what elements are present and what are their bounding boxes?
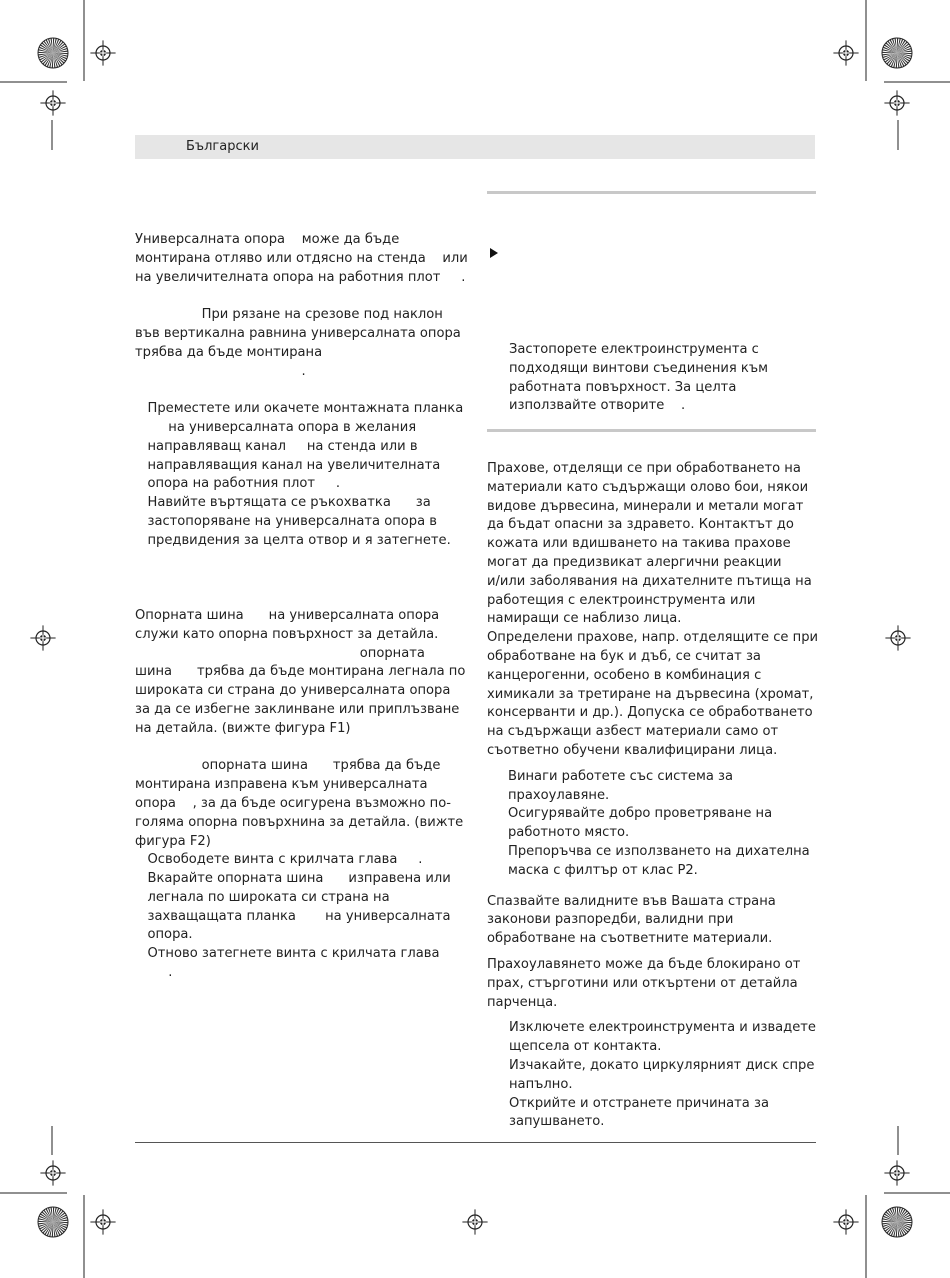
text-line: прах, стърготини или откъртени от детайла <box>487 975 798 991</box>
text-line: Опорната шина на универсалната опора <box>135 607 440 623</box>
text-line: видове дървесина, минерали и метали могат <box>487 498 804 514</box>
crosshair-target-icon <box>40 90 65 115</box>
text-line: опорната шина трябва да бъде <box>135 758 441 774</box>
text-line <box>135 588 465 607</box>
crosshair-target-icon <box>40 1160 65 1185</box>
text-line: химикали за третиране на дървесина (хромат, <box>487 686 814 702</box>
text-line: маска с филтър от клас P2. <box>508 862 698 878</box>
crosshair-target-icon <box>885 625 910 650</box>
dust-section <box>487 460 817 1132</box>
text-line: опора на работния плот . <box>135 476 341 492</box>
section-rule-top <box>487 191 816 194</box>
text-line: застопоряване на универсалната опора в <box>135 513 438 529</box>
text-line: намиращи се наблизо лица. <box>487 611 682 627</box>
text-line: Определени прахове, напр. отделящите се при <box>487 630 819 646</box>
text-line: голяма опорна повърхнина за детайла. (вижте <box>135 814 464 830</box>
left-column <box>135 231 468 983</box>
section-rule-middle <box>487 429 816 432</box>
text-line: напълно. <box>509 1076 573 1092</box>
text-line: запушването. <box>509 1114 605 1130</box>
crosshair-target-icon <box>462 1209 487 1234</box>
text-line: опора , за да бъде осигурена възможно по- <box>135 795 451 811</box>
text-line <box>135 551 465 570</box>
star-target-icon <box>38 1207 68 1237</box>
text-line: монтирана отляво или отдясно на стенда или <box>135 250 468 266</box>
text-line: Освободете винта с крилчата глава . <box>135 852 423 868</box>
text-line: във вертикална равнина универсалната опора <box>135 325 461 341</box>
text-line: на увеличителната опора на работния плот . <box>135 269 466 285</box>
text-line <box>135 569 465 588</box>
text-line: канцерогенни, особено в комбинация с <box>487 667 762 683</box>
text-line: Универсалната опора може да бъде <box>135 232 400 247</box>
text-line: монтирана изправена към универсалната <box>135 777 428 793</box>
text-line: Преместете или окачете монтажната планка <box>135 401 464 417</box>
star-target-icon <box>882 38 912 68</box>
text-line: Изчакайте, докато циркулярният диск спре <box>509 1057 815 1073</box>
text-line: консерванти и др.). Допуска се обработването <box>487 705 813 721</box>
fixing-instruction-block <box>509 341 809 416</box>
text-line: Винаги работете със система за <box>508 768 734 784</box>
star-target-icon <box>38 38 68 68</box>
text-line: Вкарайте опорната шина изправена или <box>135 871 451 887</box>
footer-rule <box>135 1142 816 1143</box>
text-line: Отново затегнете винта с крилчата глава <box>135 946 440 962</box>
text-line: Открийте и отстранете причината за <box>509 1095 769 1111</box>
text-line: използвайте отворите . <box>509 398 686 414</box>
text-line: шина трябва да бъде монтирана легнала по <box>135 664 466 680</box>
text-line: широката си страна до универсалната опора <box>135 683 451 699</box>
text-line: При рязане на срезове под наклон <box>135 307 443 323</box>
text-line: служи като опорна повърхност за детайла. <box>135 626 439 642</box>
text-line: Осигурявайте добро проветряване на <box>508 806 773 822</box>
text-line <box>135 381 465 400</box>
text-line: Спазвайте валидните във Вашата страна <box>487 893 776 909</box>
text-line: съответно обучени квалифицирани лица. <box>487 742 778 758</box>
crosshair-target-icon <box>90 40 115 65</box>
text-line: обработване на съответните материали. <box>487 931 773 947</box>
crosshair-target-icon <box>884 90 909 115</box>
crosshair-target-icon <box>884 1160 909 1185</box>
text-line: захващащата планка на универсалната <box>135 908 451 924</box>
text-line: работната повърхност. За целта <box>509 379 737 395</box>
text-line: Изключете електроинструмента и извадете <box>509 1020 816 1036</box>
text-line: кожата или вдишването на такива прахове <box>487 536 791 552</box>
text-line: Застопорете електроинструмента с <box>509 342 759 357</box>
page-header-bar <box>135 135 815 159</box>
text-line: направляващ канал на стенда или в <box>135 438 418 454</box>
text-line: парченца. <box>487 994 558 1010</box>
text-line: трябва да бъде монтирана <box>135 344 323 360</box>
text-line: Навийте въртящата се ръкохватка за <box>135 495 431 511</box>
text-line: материали като съдържащи олово бои, някои <box>487 479 809 495</box>
text-line: законови разпоредби, валидни при <box>487 912 734 928</box>
text-line: на детайла. (вижте фигура F1) <box>135 720 351 736</box>
text-line: опорната <box>135 645 425 661</box>
text-line: да бъдат опасни за здравето. Контактът до <box>487 517 794 533</box>
text-line: . <box>135 965 173 981</box>
crosshair-target-icon <box>30 625 55 650</box>
crosshair-target-icon <box>90 1209 115 1234</box>
star-target-icon <box>882 1207 912 1237</box>
language-label: Български <box>186 139 259 154</box>
text-line: прахоулавяне. <box>508 787 610 803</box>
text-line: опора. <box>135 927 193 943</box>
text-line: Препоръчва се използването на дихателна <box>508 843 810 859</box>
text-line: щепсела от контакта. <box>509 1039 662 1055</box>
text-line: Прахоулавянето може да бъде блокирано от <box>487 956 801 972</box>
crosshair-target-icon <box>833 1209 858 1234</box>
text-line: работното място. <box>508 825 630 841</box>
text-line: работещия с електроинструмента или <box>487 592 756 608</box>
text-line: направляващия канал на увеличителната <box>135 457 441 473</box>
text-line <box>135 739 465 758</box>
text-line: легнала по широката си страна на <box>135 889 390 905</box>
text-line: за да се избегне заклинване или приплъзване <box>135 701 460 717</box>
warning-triangle-icon <box>490 248 498 258</box>
text-line: могат да предизвикат алергични реакции <box>487 554 782 570</box>
text-line <box>135 287 465 306</box>
text-line: на универсалната опора в желания <box>135 419 417 435</box>
text-line: и/или заболявания на дихателните пътища на <box>487 573 812 589</box>
text-line: на съдържащи азбест материали само от <box>487 724 779 740</box>
crosshair-target-icon <box>833 40 858 65</box>
text-line: фигура F2) <box>135 833 211 849</box>
text-line: подходящи винтови съединения към <box>509 360 768 376</box>
text-line: обработване на бук и дъб, се считат за <box>487 648 761 664</box>
text-line: предвидения за целта отвор и я затегнете. <box>135 532 451 548</box>
text-line: . <box>135 363 306 379</box>
text-line: Прахове, отделящи се при обработването на <box>487 461 801 476</box>
